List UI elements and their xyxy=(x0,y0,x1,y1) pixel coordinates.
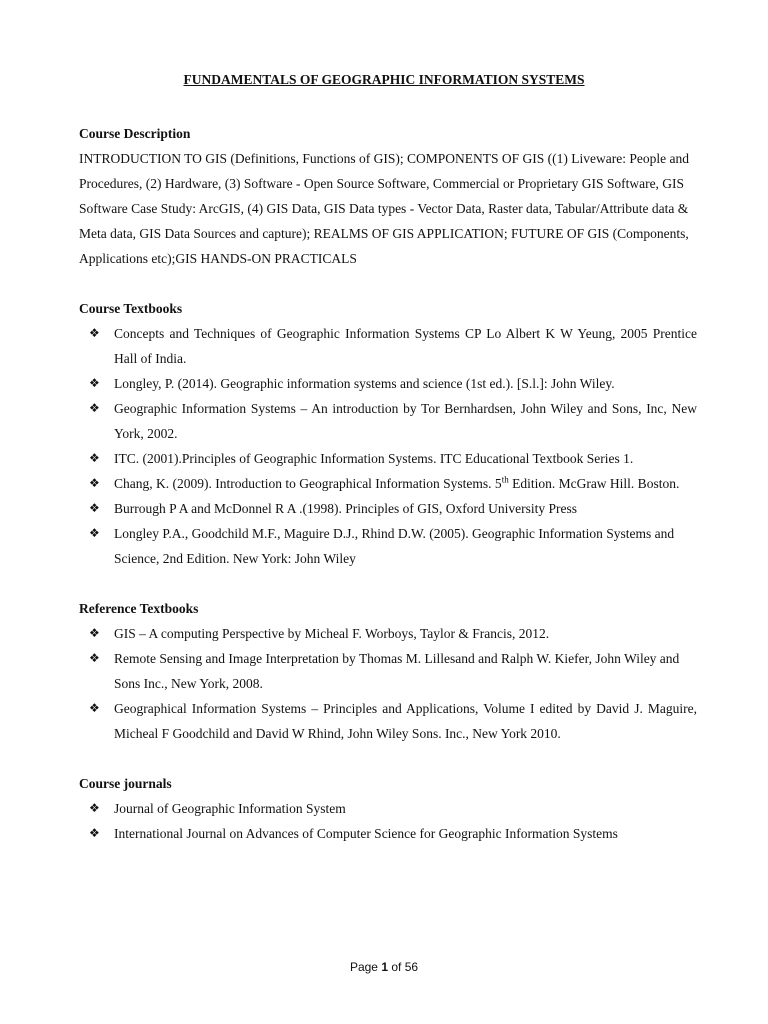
list-item xyxy=(79,521,697,571)
diamond-bullet-icon: ❖ xyxy=(89,476,100,490)
page-of-label: of xyxy=(391,960,402,974)
reference-entry: Geographical Information Systems – Principles and Applications, Volume I edited by David J. Maguire, Micheal F Goodchild and David W Rhind, John Wiley Sons. Inc., New York 2010. xyxy=(114,701,697,741)
list-item xyxy=(79,371,697,396)
list-item xyxy=(79,621,697,646)
list-item xyxy=(79,496,697,521)
list-item xyxy=(79,471,697,496)
textbook-entry-chang-part1: Chang, K. (2009). Introduction to Geographical Information Systems. 5 xyxy=(114,476,502,491)
journal-entry: Journal of Geographic Information System xyxy=(114,801,346,816)
reference-textbooks-heading: Reference Textbooks xyxy=(79,601,199,616)
diamond-bullet-icon: ❖ xyxy=(89,801,100,815)
textbook-entry: Concepts and Techniques of Geographic Information Systems CP Lo Albert K W Yeung, 2005 Prentice Hall of India. xyxy=(114,326,697,366)
course-journals-list xyxy=(79,796,697,846)
course-textbooks-heading: Course Textbooks xyxy=(79,301,183,316)
textbook-entry-chang-part2: Edition. McGraw Hill. Boston. xyxy=(508,476,680,491)
diamond-bullet-icon: ❖ xyxy=(89,701,100,715)
diamond-bullet-icon: ❖ xyxy=(89,501,100,515)
reference-textbooks-list xyxy=(79,621,697,746)
document-title: FUNDAMENTALS OF GEOGRAPHIC INFORMATION SYSTEMS xyxy=(183,72,585,87)
diamond-bullet-icon: ❖ xyxy=(89,401,100,415)
textbook-entry-chang xyxy=(114,476,679,491)
document-body xyxy=(79,121,697,846)
textbook-entry: ITC. (2001).Principles of Geographic Information Systems. ITC Educational Textbook Series 1. xyxy=(114,451,634,466)
page-number-total: 56 xyxy=(404,960,419,974)
list-item xyxy=(79,646,697,696)
course-description-heading: Course Description xyxy=(79,126,191,141)
list-item xyxy=(79,821,697,846)
diamond-bullet-icon: ❖ xyxy=(89,376,100,390)
textbook-entry: Longley P.A., Goodchild M.F., Maguire D.J., Rhind D.W. (2005). Geographic Information Systems and Science, 2nd Edition. New York: John Wiley xyxy=(114,526,675,566)
reference-entry: GIS – A computing Perspective by Micheal F. Worboys, Taylor & Francis, 2012. xyxy=(114,626,550,641)
section-spacer xyxy=(79,746,697,771)
list-item xyxy=(79,446,697,471)
course-description-text: INTRODUCTION TO GIS (Definitions, Functions of GIS); COMPONENTS OF GIS ((1) Liveware: People and Procedures, (2) Hardware, (3) Software - Open Source Software, Commercial or Proprietary GIS Software, GIS Software Case Study: ArcGIS, (4) GIS Data, GIS Data types - Vector Data, Raster data, Tabular/Attribute data & Meta data, GIS Data Sources and capture); REALMS OF GIS APPLICATION; FUTURE OF GIS (Components, Applications etc);GIS HANDS-ON PRACTICALS xyxy=(79,151,689,266)
journal-entry: International Journal on Advances of Computer Science for Geographic Information Systems xyxy=(114,826,618,841)
list-item xyxy=(79,796,697,821)
list-item xyxy=(79,696,697,746)
textbook-entry: Geographic Information Systems – An introduction by Tor Bernhardsen, John Wiley and Sons, Inc, New York, 2002. xyxy=(114,401,697,441)
page-number-current: 1 xyxy=(381,960,388,974)
diamond-bullet-icon: ❖ xyxy=(89,626,100,640)
course-textbooks-list xyxy=(79,321,697,571)
list-item xyxy=(79,396,697,446)
list-item xyxy=(79,321,697,371)
diamond-bullet-icon: ❖ xyxy=(89,651,100,665)
diamond-bullet-icon: ❖ xyxy=(89,326,100,340)
ordinal-suffix: th xyxy=(501,474,509,485)
course-journals-heading: Course journals xyxy=(79,776,172,791)
diamond-bullet-icon: ❖ xyxy=(89,826,100,840)
textbook-entry: Longley, P. (2014). Geographic information systems and science (1st ed.). [S.l.]: John Wiley. xyxy=(114,376,615,391)
page-label: Page xyxy=(349,960,378,974)
reference-entry: Remote Sensing and Image Interpretation by Thomas M. Lillesand and Ralph W. Kiefer, John Wiley and Sons Inc., New York, 2008. xyxy=(114,651,680,691)
page-footer xyxy=(0,960,768,974)
diamond-bullet-icon: ❖ xyxy=(89,451,100,465)
section-spacer xyxy=(79,271,697,296)
diamond-bullet-icon: ❖ xyxy=(89,526,100,540)
section-spacer xyxy=(79,571,697,596)
textbook-entry: Burrough P A and McDonnel R A .(1998). Principles of GIS, Oxford University Press xyxy=(114,501,577,516)
